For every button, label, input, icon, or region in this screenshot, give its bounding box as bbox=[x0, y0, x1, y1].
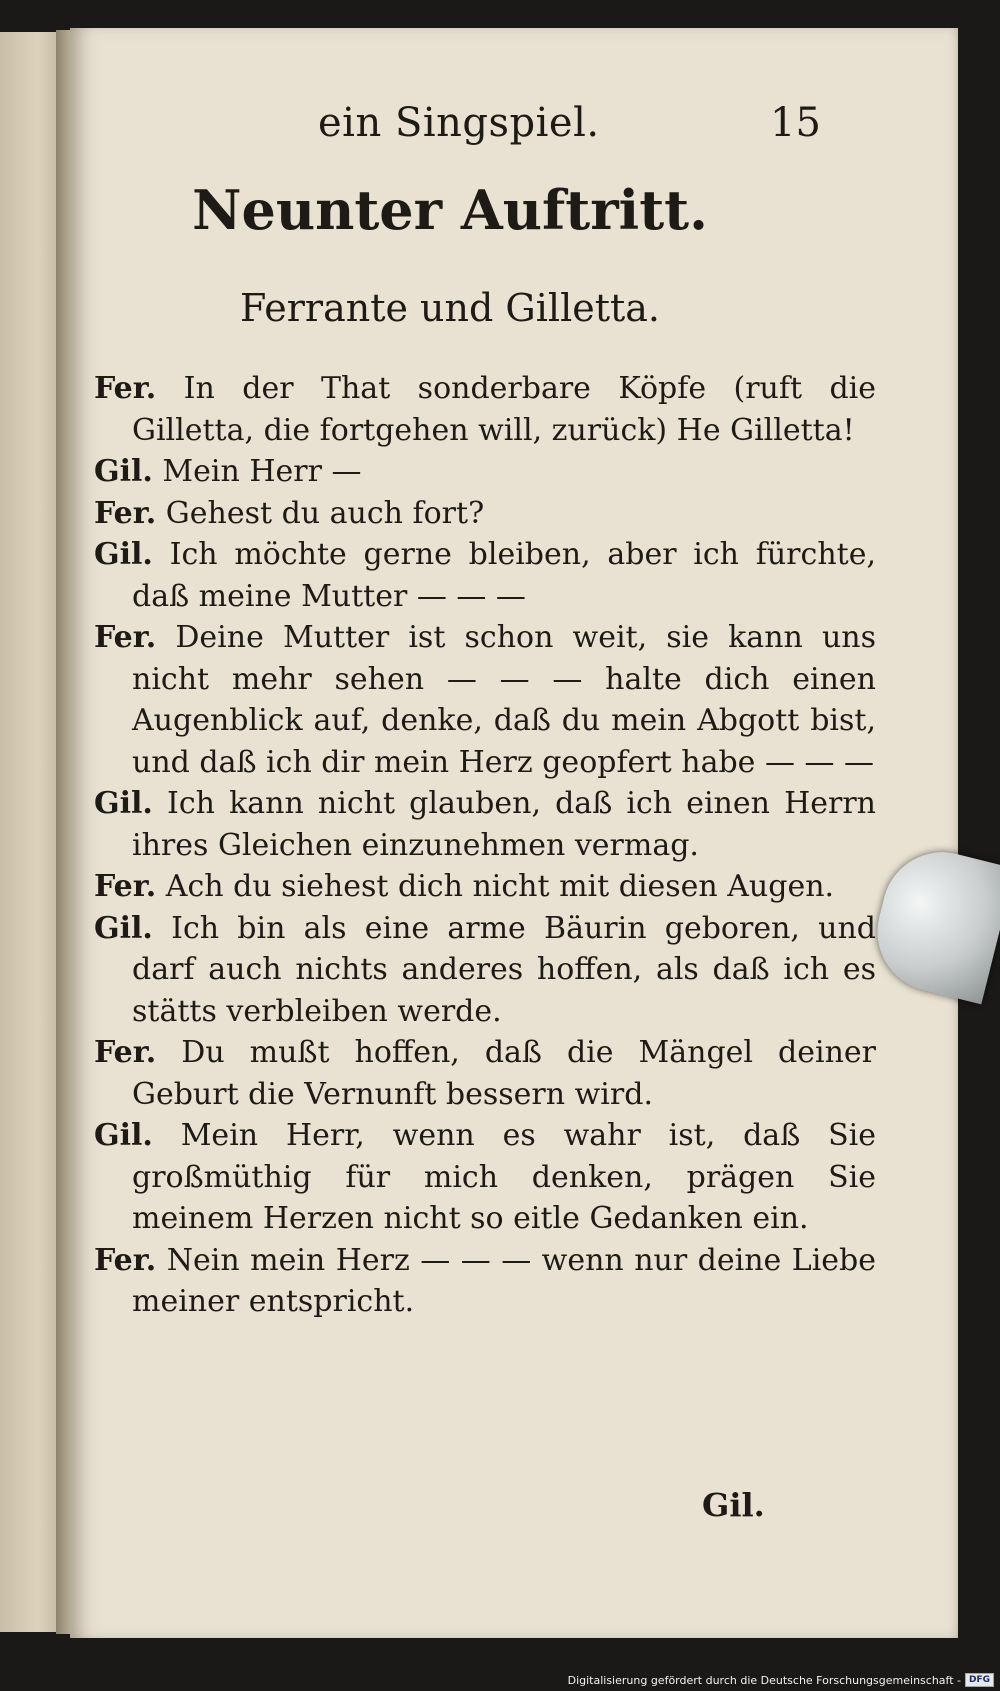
speaker: Gil. bbox=[94, 786, 153, 821]
running-title: ein Singspiel. bbox=[318, 100, 600, 146]
scene-title: Neunter Auftritt. bbox=[192, 178, 708, 242]
scene-characters: Ferrante und Gilletta. bbox=[239, 286, 660, 330]
speech-1 bbox=[94, 368, 876, 451]
speech-text: Ich bin als eine arme Bäurin geboren, und darf auch nichts anderes hoffen, als daß ich es stätts verbleiben werde. bbox=[132, 910, 876, 1029]
page-number: 15 bbox=[770, 100, 821, 146]
speaker: Gil. bbox=[94, 454, 153, 489]
speaker: Gil. bbox=[94, 1118, 153, 1153]
book-page bbox=[70, 28, 958, 1638]
dfg-logo: DFG bbox=[965, 1673, 994, 1687]
speech-text: In der That sonderbare Köpfe (ruft die Gilletta, die fortgehen will, zurück) He Gilletta! bbox=[132, 371, 876, 448]
speech-6 bbox=[94, 783, 876, 866]
credit-text: Digitalisierung gefördert durch die Deutsche Forschungsgemeinschaft - bbox=[567, 1673, 961, 1687]
speech-text: Ich kann nicht glauben, daß ich einen Herrn ihres Gleichen einzunehmen vermag. bbox=[132, 786, 876, 863]
catchword: Gil. bbox=[702, 1486, 765, 1524]
speech-7 bbox=[94, 866, 876, 908]
speech-text: Du mußt hoffen, daß die Mängel deiner Geburt die Vernunft bessern wird. bbox=[132, 1035, 876, 1112]
speaker: Fer. bbox=[94, 869, 157, 904]
dialogue-block bbox=[94, 368, 876, 1323]
speech-5 bbox=[94, 617, 876, 783]
speech-11 bbox=[94, 1240, 876, 1323]
speech-text: Mein Herr, wenn es wahr ist, daß Sie großmüthig für mich denken, prägen Sie meinem Herzen nicht so eitle Gedanken ein. bbox=[132, 1118, 876, 1236]
speaker: Gil. bbox=[94, 910, 153, 946]
speech-text: Nein mein Herz — — — wenn nur deine Liebe meiner entspricht. bbox=[132, 1242, 876, 1319]
speaker: Fer. bbox=[94, 1035, 157, 1070]
speech-3 bbox=[94, 493, 876, 535]
speech-text: Mein Herr — bbox=[162, 454, 362, 489]
speaker: Gil. bbox=[94, 537, 153, 572]
speech-text: Ach du siehest dich nicht mit diesen Augen. bbox=[165, 869, 835, 904]
speaker: Fer. bbox=[94, 495, 157, 531]
speech-text: Gehest du auch fort? bbox=[165, 495, 485, 531]
speaker: Fer. bbox=[94, 371, 157, 406]
digitization-credit bbox=[568, 1673, 994, 1687]
speech-2 bbox=[94, 451, 876, 493]
speech-8 bbox=[94, 908, 876, 1033]
speech-text: Deine Mutter ist schon weit, sie kann uns nicht mehr sehen — — — halte dich einen Augenblick auf, denke, daß du mein Abgott bist, und daß ich dir mein Herz geopfert habe — — — bbox=[132, 620, 876, 780]
speaker: Fer. bbox=[94, 620, 157, 655]
speech-text: Ich möchte gerne bleiben, aber ich fürchte, daß meine Mutter — — — bbox=[132, 537, 876, 614]
page-header bbox=[70, 100, 958, 160]
speech-4 bbox=[94, 534, 876, 617]
speaker: Fer. bbox=[94, 1242, 157, 1278]
speech-9 bbox=[94, 1032, 876, 1115]
speech-10 bbox=[94, 1115, 876, 1240]
